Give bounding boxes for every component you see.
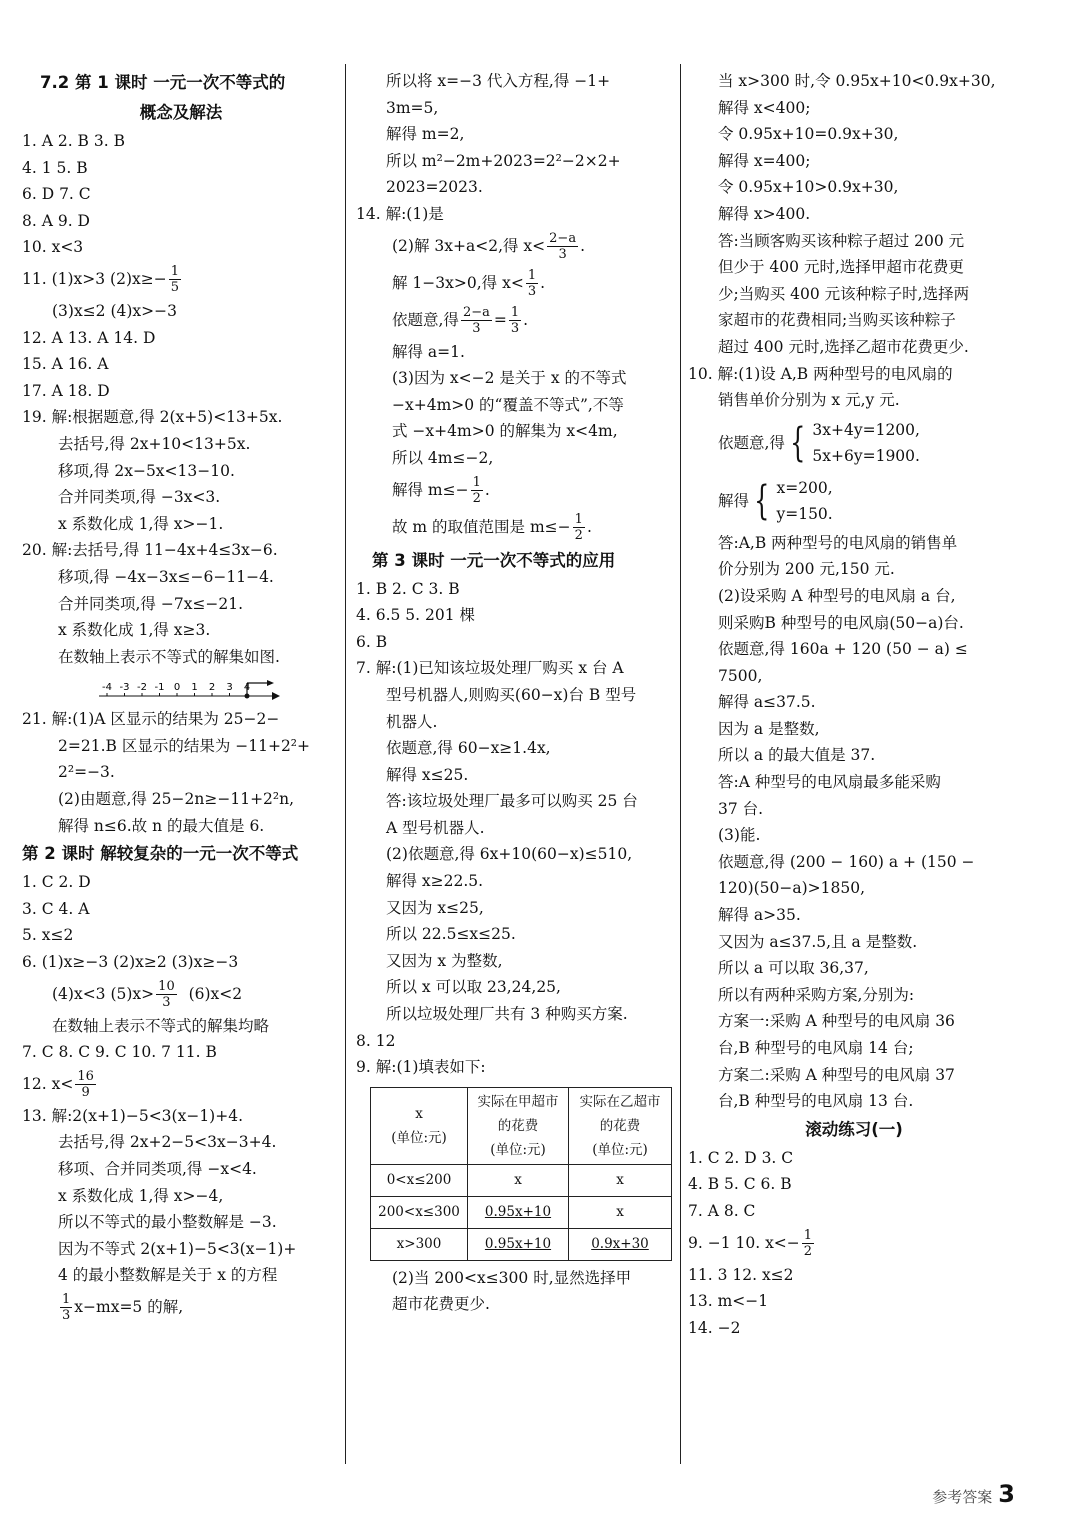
answer-line: 方案二:采购 A 种型号的电风扇 37 bbox=[718, 1065, 955, 1084]
answer-line: 解得 x<400; bbox=[718, 98, 811, 117]
answer-line: 解得 x>400. bbox=[718, 204, 811, 223]
answer-line: 所以 a 的最大值是 37. bbox=[718, 746, 876, 765]
column-divider bbox=[680, 64, 681, 1464]
answer-line: 台,B 种型号的电风扇 14 台; bbox=[718, 1039, 914, 1057]
table-cell: 0.9x+30 bbox=[569, 1228, 672, 1260]
number-line-label: 3 bbox=[226, 682, 233, 694]
answer-line: 解得 a>35. bbox=[718, 906, 801, 925]
answer-line: (3)能. bbox=[718, 826, 761, 845]
answer-line: 所以 4m≤−2, bbox=[392, 448, 494, 467]
answer-line: 依题意,得 60−x≥1.4x, bbox=[386, 739, 551, 758]
equation-system: { 3x+4y=1200, 5x+6y=1900. bbox=[790, 419, 920, 466]
answer-line: 11. 3 12. x≤2 bbox=[688, 1265, 794, 1284]
answer-line: 6. (1)x≥−3 (2)x≥2 (3)x≥−3 bbox=[22, 953, 239, 972]
table-cell: 0.95x+10 bbox=[468, 1196, 569, 1228]
fraction: $\frac{2-a}{3}$ bbox=[462, 304, 490, 336]
answer-line: 所以 a 可以取 36,37, bbox=[718, 959, 869, 978]
fraction: $\frac{1}{3}$ bbox=[527, 267, 537, 299]
fraction: $\frac{1}{2}$ bbox=[803, 1227, 813, 1259]
table-row bbox=[371, 1164, 672, 1196]
answer-line: 则采购B 种型号的电风扇(50−a)台. bbox=[718, 613, 964, 632]
answer-line: 5. x≤2 bbox=[22, 926, 74, 945]
answer-line: 少;当购买 400 元该种粽子时,选择两 bbox=[718, 284, 970, 303]
section-heading: 第 3 课时 一元一次不等式的应用 bbox=[372, 550, 616, 570]
answer-line: 价分别为 200 元,150 元. bbox=[718, 560, 895, 579]
answer-line: 1. C 2. D 3. C bbox=[688, 1148, 794, 1167]
answer-line: 依题意,得 160a + 120 (50 − a) ≤ bbox=[718, 640, 968, 659]
answer-line: 1. A 2. B 3. B bbox=[22, 132, 125, 150]
answer-text: 依题意,得 bbox=[718, 433, 785, 452]
answer-line: 令 0.95x+10=0.9x+30, bbox=[718, 125, 899, 144]
answer-line: 3. C 4. A bbox=[22, 899, 90, 918]
answer-line: 20. 解:去括号,得 11−4x+4≤3x−6. bbox=[22, 541, 278, 560]
answer-line bbox=[22, 1066, 340, 1103]
table-row bbox=[371, 1228, 672, 1260]
answer-line: 方案一:采购 A 种型号的电风扇 36 bbox=[718, 1012, 955, 1031]
fraction: $\frac{1}{5}$ bbox=[170, 263, 180, 295]
answer-line: 所以将 x=−3 代入方程,得 −1+ bbox=[386, 72, 611, 90]
answer-line: 解得 a=1. bbox=[392, 342, 465, 361]
answer-line: (2)由题意,得 25−2n≥−11+2²n, bbox=[58, 790, 295, 809]
answer-line bbox=[688, 414, 1020, 472]
answer-line: 17. A 18. D bbox=[22, 381, 110, 400]
answer-line: 解得 m=2, bbox=[386, 125, 465, 144]
answer-text: 故 m 的取值范围是 m≤− bbox=[392, 518, 571, 537]
section-heading: 7.2 第 1 课时 一元一次不等式的 bbox=[40, 73, 286, 92]
answer-line bbox=[688, 472, 1020, 530]
answer-text: 依题意,得 bbox=[392, 311, 459, 330]
answer-line: 8. 12 bbox=[356, 1031, 396, 1050]
answer-line: (2)当 200<x≤300 时,显然选择甲 bbox=[392, 1268, 632, 1287]
fraction: $\frac{1}{2}$ bbox=[574, 511, 583, 543]
answer-line: 机器人. bbox=[386, 712, 438, 731]
answer-line: 所以有两种采购方案,分别为: bbox=[718, 985, 915, 1004]
answer-line: 解得 a≤37.5. bbox=[718, 693, 816, 712]
section-heading: 概念及解法 bbox=[139, 103, 223, 122]
table-header-row bbox=[371, 1087, 672, 1164]
answer-line: 所以 m²−2m+2023=2²−2×2+ bbox=[386, 151, 621, 170]
answer-line: (2)解 3x+a<2,得 x< $\frac{2-a}{3}$ . bbox=[392, 230, 586, 262]
footer-label: 参考答案 bbox=[932, 1488, 993, 1506]
number-line-label: 0 bbox=[173, 682, 181, 694]
answer-line: 型号机器人,则购买(60−x)台 B 型号 bbox=[386, 685, 637, 704]
answer-line: 又因为 a≤37.5,且 a 是整数. bbox=[718, 932, 918, 951]
column-right bbox=[688, 68, 1020, 1341]
answer-line: 7500, bbox=[718, 666, 763, 685]
answer-line: A 型号机器人. bbox=[386, 818, 485, 837]
answer-line: 合并同类项,得 −7x≤−21. bbox=[58, 594, 244, 613]
answer-line: 在数轴上表示不等式的解集均略 bbox=[52, 1016, 270, 1035]
fraction: $\frac{10}{3}$ bbox=[158, 978, 175, 1010]
answer-line: 解 1−3x>0,得 x< $\frac{1}{3}$ . bbox=[392, 267, 546, 299]
table-header-cell: 实际在甲超市 的花费 (单位:元) bbox=[468, 1087, 569, 1164]
answer-line: 1. B 2. C 3. B bbox=[356, 579, 460, 598]
answer-line: 但少于 400 元时,选择甲超市花费更 bbox=[718, 258, 964, 277]
answer-line: 1. C 2. D bbox=[22, 873, 91, 892]
answer-line: 解得 x≤25. bbox=[386, 765, 469, 784]
answer-line: 移项,得 2x−5x<13−10. bbox=[58, 461, 235, 480]
answer-line: 在数轴上表示不等式的解集如图. bbox=[58, 647, 280, 666]
answer-line: 依题意,得 (200 − 160) a + (150 − bbox=[718, 852, 975, 871]
answer-line: x 系数化成 1,得 x≥3. bbox=[58, 621, 211, 640]
answer-line: 去括号,得 2x+2−5<3x−3+4. bbox=[58, 1133, 277, 1152]
answer-line: 所以垃圾处理厂共有 3 种购买方案. bbox=[386, 1005, 628, 1024]
answer-line: 解得 x≥22.5. bbox=[386, 872, 484, 891]
answer-text: 12. x< bbox=[22, 1075, 74, 1094]
number-line-label: -2 bbox=[137, 682, 147, 694]
number-line-label: 1 bbox=[191, 682, 198, 694]
answer-line: 7. 解:(1)已知该垃圾处理厂购买 x 台 A bbox=[356, 659, 624, 678]
number-line-label: -1 bbox=[154, 682, 165, 694]
answer-text: x−mx=5 的解, bbox=[74, 1298, 184, 1317]
answer-line bbox=[22, 261, 340, 298]
answer-line: 13. m<−1 bbox=[688, 1292, 769, 1311]
answer-line: 所以 x 可以取 23,24,25, bbox=[386, 978, 561, 997]
answer-line: 3m=5, bbox=[386, 98, 439, 117]
number-line-label: -4 bbox=[102, 682, 112, 694]
answer-line: 家超市的花费相同;当购买该种粽子 bbox=[718, 311, 956, 330]
answer-text: = bbox=[493, 311, 507, 330]
answer-line: 15. A 16. A bbox=[22, 355, 109, 374]
answer-line: 依题意,得 $\frac{2-a}{3}$ = $\frac{1}{3}$ . bbox=[392, 304, 529, 336]
answer-line: −x+4m>0 的“覆盖不等式”,不等 bbox=[392, 395, 624, 414]
answer-line: (2)设采购 A 种型号的电风扇 a 台, bbox=[718, 586, 956, 605]
fraction: $\frac{1}{3}$ bbox=[62, 1291, 71, 1323]
table-cell: x>300 bbox=[371, 1228, 468, 1260]
answer-line: 答:A 种型号的电风扇最多能采购 bbox=[718, 773, 941, 792]
answer-text: 解得 bbox=[718, 491, 750, 510]
answer-line: 台,B 种型号的电风扇 13 台. bbox=[718, 1092, 914, 1111]
answer-line: 4. 6.5 5. 201 棵 bbox=[356, 606, 476, 625]
table-header-cell: 实际在乙超市 的花费 (单位:元) bbox=[569, 1087, 672, 1164]
answer-text: 11. (1)x>3 (2)x≥− bbox=[22, 270, 167, 289]
answer-line: (2)依题意,得 6x+10(60−x)≤510, bbox=[386, 845, 633, 864]
answer-line: 10. 解:(1)设 A,B 两种型号的电风扇的 bbox=[688, 364, 953, 383]
fraction: $\frac{16}{9}$ bbox=[77, 1068, 94, 1100]
answer-line: 7. A 8. C bbox=[688, 1201, 756, 1220]
answer-line: 答:当顾客购买该种粽子超过 200 元 bbox=[718, 231, 965, 250]
answer-line: 8. A 9. D bbox=[22, 211, 90, 230]
answer-line: 4. B 5. C 6. B bbox=[688, 1175, 792, 1194]
answer-text: 解得 m≤− bbox=[392, 481, 469, 500]
section-heading: 滚动练习(一) bbox=[805, 1119, 903, 1139]
answer-line: 超市花费更少. bbox=[392, 1295, 490, 1314]
answer-line: 令 0.95x+10>0.9x+30, bbox=[718, 178, 899, 197]
answer-line: (3)因为 x<−2 是关于 x 的不等式 bbox=[392, 369, 627, 388]
answer-line: 14. 解:(1)是 bbox=[356, 204, 444, 223]
answer-line: 4 的最小整数解是关于 x 的方程 bbox=[58, 1266, 278, 1285]
answer-line: 6. B bbox=[356, 632, 388, 651]
answer-line: 又因为 x 为整数, bbox=[386, 951, 503, 970]
page-number: 3 bbox=[998, 1480, 1015, 1508]
answer-text: (2)解 3x+a<2,得 x< bbox=[392, 237, 546, 256]
answer-line: 19. 解:根据题意,得 2(x+5)<13+5x. bbox=[22, 408, 283, 427]
table-cell: 0<x≤200 bbox=[371, 1164, 468, 1196]
table-cell: x bbox=[569, 1196, 672, 1228]
table-cell: 200<x≤300 bbox=[371, 1196, 468, 1228]
answer-line: 因为不等式 2(x+1)−5<3(x−1)+ bbox=[58, 1239, 297, 1258]
fraction: $\frac{1}{3}$ bbox=[510, 304, 520, 336]
equation-system: { x=200, y=150. bbox=[754, 477, 833, 524]
answer-line: 7. C 8. C 9. C 10. 7 11. B bbox=[22, 1043, 217, 1062]
table-cell: x bbox=[468, 1164, 569, 1196]
answer-line: 13. 解:2(x+1)−5<3(x−1)+4. bbox=[22, 1106, 244, 1125]
answer-line: 21. 解:(1)A 区显示的结果为 25−2− bbox=[22, 710, 280, 729]
table-cell: 0.95x+10 bbox=[468, 1228, 569, 1260]
answer-line: 移项,得 −4x−3x≤−6−11−4. bbox=[58, 567, 274, 586]
answer-line: 因为 a 是整数, bbox=[718, 719, 820, 738]
answer-line: 6. D 7. C bbox=[22, 185, 91, 204]
answer-line: 12. A 13. A 14. D bbox=[22, 328, 156, 347]
answer-line: 10. x<3 bbox=[22, 238, 84, 257]
number-line-label: 2 bbox=[208, 682, 216, 694]
answer-line: 超过 400 元时,选择乙超市花费更少. bbox=[718, 337, 969, 356]
answer-line: 120)(50−a)>1850, bbox=[718, 879, 866, 898]
fraction: $\frac{1}{2}$ bbox=[472, 474, 481, 506]
answer-line bbox=[22, 976, 340, 1013]
answer-line bbox=[22, 1289, 340, 1326]
answer-line: 所以 22.5≤x≤25. bbox=[386, 925, 516, 944]
column-left bbox=[22, 68, 340, 1326]
number-line-figure bbox=[97, 676, 282, 704]
section-heading: 第 2 课时 解较复杂的一元一次不等式 bbox=[22, 844, 299, 864]
answer-line: 9. 解:(1)填表如下: bbox=[356, 1058, 486, 1077]
answer-line: 2023=2023. bbox=[386, 178, 483, 197]
answer-line: 14. −2 bbox=[688, 1318, 741, 1337]
answer-text: (4)x<3 (5)x> bbox=[52, 985, 155, 1004]
answer-line bbox=[688, 1225, 1020, 1262]
answer-line: 解得 n≤6.故 n 的最大值是 6. bbox=[58, 816, 265, 835]
answer-line: 当 x>300 时,令 0.95x+10<0.9x+30, bbox=[718, 72, 996, 90]
answer-line: 4. 1 5. B bbox=[22, 158, 88, 177]
answer-line: x 系数化成 1,得 x>−1. bbox=[58, 514, 224, 533]
answer-text: 解 1−3x>0,得 x< bbox=[392, 274, 524, 293]
column-middle bbox=[356, 68, 676, 1318]
table-header-cell: x (单位:元) bbox=[371, 1087, 468, 1164]
number-line-label: 4 bbox=[243, 682, 251, 694]
answer-line: 解得 m≤− $\frac{1}{2}$ . bbox=[392, 474, 490, 506]
column-divider bbox=[345, 64, 346, 1464]
answer-line: x 系数化成 1,得 x>−4, bbox=[58, 1186, 224, 1205]
answer-text: (6)x<2 bbox=[178, 985, 243, 1004]
page-footer bbox=[932, 1480, 1015, 1508]
table-cell: x bbox=[569, 1164, 672, 1196]
answer-line: 2²=−3. bbox=[58, 763, 115, 782]
answer-line: 又因为 x≤25, bbox=[386, 898, 484, 917]
answer-line: 2=21.B 区显示的结果为 −11+2²+ bbox=[58, 736, 311, 755]
answer-text: 9. −1 10. x<− bbox=[688, 1234, 800, 1253]
answer-line: 答:A,B 两种型号的电风扇的销售单 bbox=[718, 533, 958, 552]
table-row bbox=[371, 1196, 672, 1228]
answer-line: 移项、合并同类项,得 −x<4. bbox=[58, 1160, 257, 1178]
answer-line: 答:该垃圾处理厂最多可以购买 25 台 bbox=[386, 792, 638, 811]
answer-line: 故 m 的取值范围是 m≤− $\frac{1}{2}$ . bbox=[392, 511, 592, 543]
fill-in-table bbox=[370, 1087, 672, 1261]
number-line-label: -3 bbox=[119, 682, 130, 694]
fraction: $\frac{2-a}{3}$ bbox=[549, 230, 577, 262]
answer-line: (3)x≤2 (4)x>−3 bbox=[52, 301, 178, 320]
answer-line: 37 台. bbox=[718, 799, 764, 818]
answer-line: 所以不等式的最小整数解是 −3. bbox=[58, 1213, 277, 1232]
answer-line: 式 −x+4m>0 的解集为 x<4m, bbox=[392, 422, 618, 441]
answer-line: 合并同类项,得 −3x<3. bbox=[58, 488, 221, 507]
answer-line: 去括号,得 2x+10<13+5x. bbox=[58, 434, 251, 453]
answer-line: 解得 x=400; bbox=[718, 151, 811, 170]
answer-line: 销售单价分别为 x 元,y 元. bbox=[718, 391, 900, 410]
